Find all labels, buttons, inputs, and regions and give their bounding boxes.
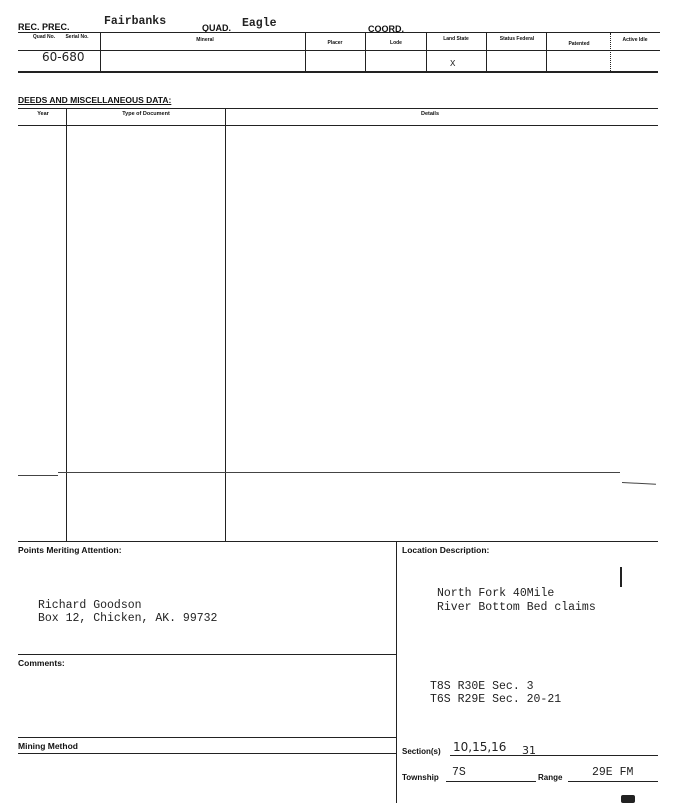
deeds-fold-line: [58, 472, 620, 473]
deeds-col-divider: [225, 108, 226, 541]
location-description-label: Location Description:: [402, 545, 490, 555]
top-table-rule-header: [18, 50, 660, 51]
comments-label: Comments:: [18, 658, 65, 668]
quad-serial-number: 60-680: [42, 50, 85, 64]
top-table-rule-top: [18, 32, 660, 33]
col-status-federal: Status Federal: [499, 36, 535, 42]
top-table-col-divider: [100, 33, 101, 71]
township-label: Township: [402, 773, 439, 782]
comments-rule: [18, 654, 396, 655]
sections-label: Section(s): [402, 747, 441, 756]
col-patented: Patented: [568, 41, 590, 47]
deeds-fold-line-left: [18, 475, 58, 476]
deeds-rule-header: [18, 125, 658, 126]
deeds-title: DEEDS AND MISCELLANEOUS DATA:: [18, 95, 172, 105]
sections-value-2: 31: [522, 744, 536, 757]
top-table-col-divider: [365, 33, 366, 71]
bottom-center-divider: [396, 541, 397, 803]
sections-underline: [450, 755, 658, 756]
rec-prec-value: Fairbanks: [104, 15, 167, 28]
range-label: Range: [538, 773, 563, 782]
range-underline: [568, 781, 658, 782]
deeds-rule-top: [18, 108, 658, 109]
col-serial-no: Serial No.: [65, 34, 89, 40]
deeds-fold-line-right: [622, 482, 656, 485]
points-line-1: Richard Goodson: [38, 599, 142, 612]
township-value: 7S: [452, 766, 466, 779]
top-table-col-divider: [486, 33, 487, 71]
location-margin-mark: [620, 567, 622, 587]
col-land-state: Land State: [443, 36, 469, 42]
col-placer: Placer: [327, 40, 343, 46]
top-table-col-divider: [426, 33, 427, 71]
col-mineral: Mineral: [196, 37, 214, 43]
col-active-idle: Active Idle: [622, 37, 648, 43]
location-line-1: North Fork 40Mile: [437, 587, 555, 600]
col-quad-no: Quad No.: [32, 34, 56, 40]
mining-method-rule-lower: [18, 753, 396, 754]
range-value: 29E FM: [592, 766, 634, 779]
points-line-2: Box 12, Chicken, AK. 99732: [38, 612, 218, 625]
top-table-rule-bottom: [18, 71, 658, 73]
deeds-col-year: Year: [37, 111, 49, 117]
quad-value: Eagle: [242, 17, 277, 30]
coord-label: COORD.: [368, 24, 404, 34]
location-line-3: T8S R30E Sec. 3: [430, 680, 534, 693]
township-underline: [446, 781, 536, 782]
top-table-col-divider: [546, 33, 547, 71]
top-table-col-divider: [305, 33, 306, 71]
rec-prec-label: REC. PREC.: [18, 22, 70, 32]
corner-ink-blot: [621, 795, 635, 803]
land-state-mark: X: [450, 59, 456, 69]
deeds-col-details: Details: [420, 111, 440, 117]
sections-value: 10,15,16: [453, 740, 507, 754]
mining-method-rule: [18, 737, 396, 738]
points-meriting-attention-label: Points Meriting Attention:: [18, 545, 122, 555]
top-table-col-divider: [610, 33, 611, 71]
col-lode: Lode: [390, 40, 402, 46]
deeds-col-type: Type of Document: [122, 111, 170, 117]
deeds-col-divider: [66, 108, 67, 541]
deeds-rule-bottom: [18, 541, 658, 542]
mining-method-label: Mining Method: [18, 741, 78, 751]
location-line-4: T6S R29E Sec. 20-21: [430, 693, 562, 706]
quad-label: QUAD.: [202, 23, 231, 33]
location-line-2: River Bottom Bed claims: [437, 601, 596, 614]
